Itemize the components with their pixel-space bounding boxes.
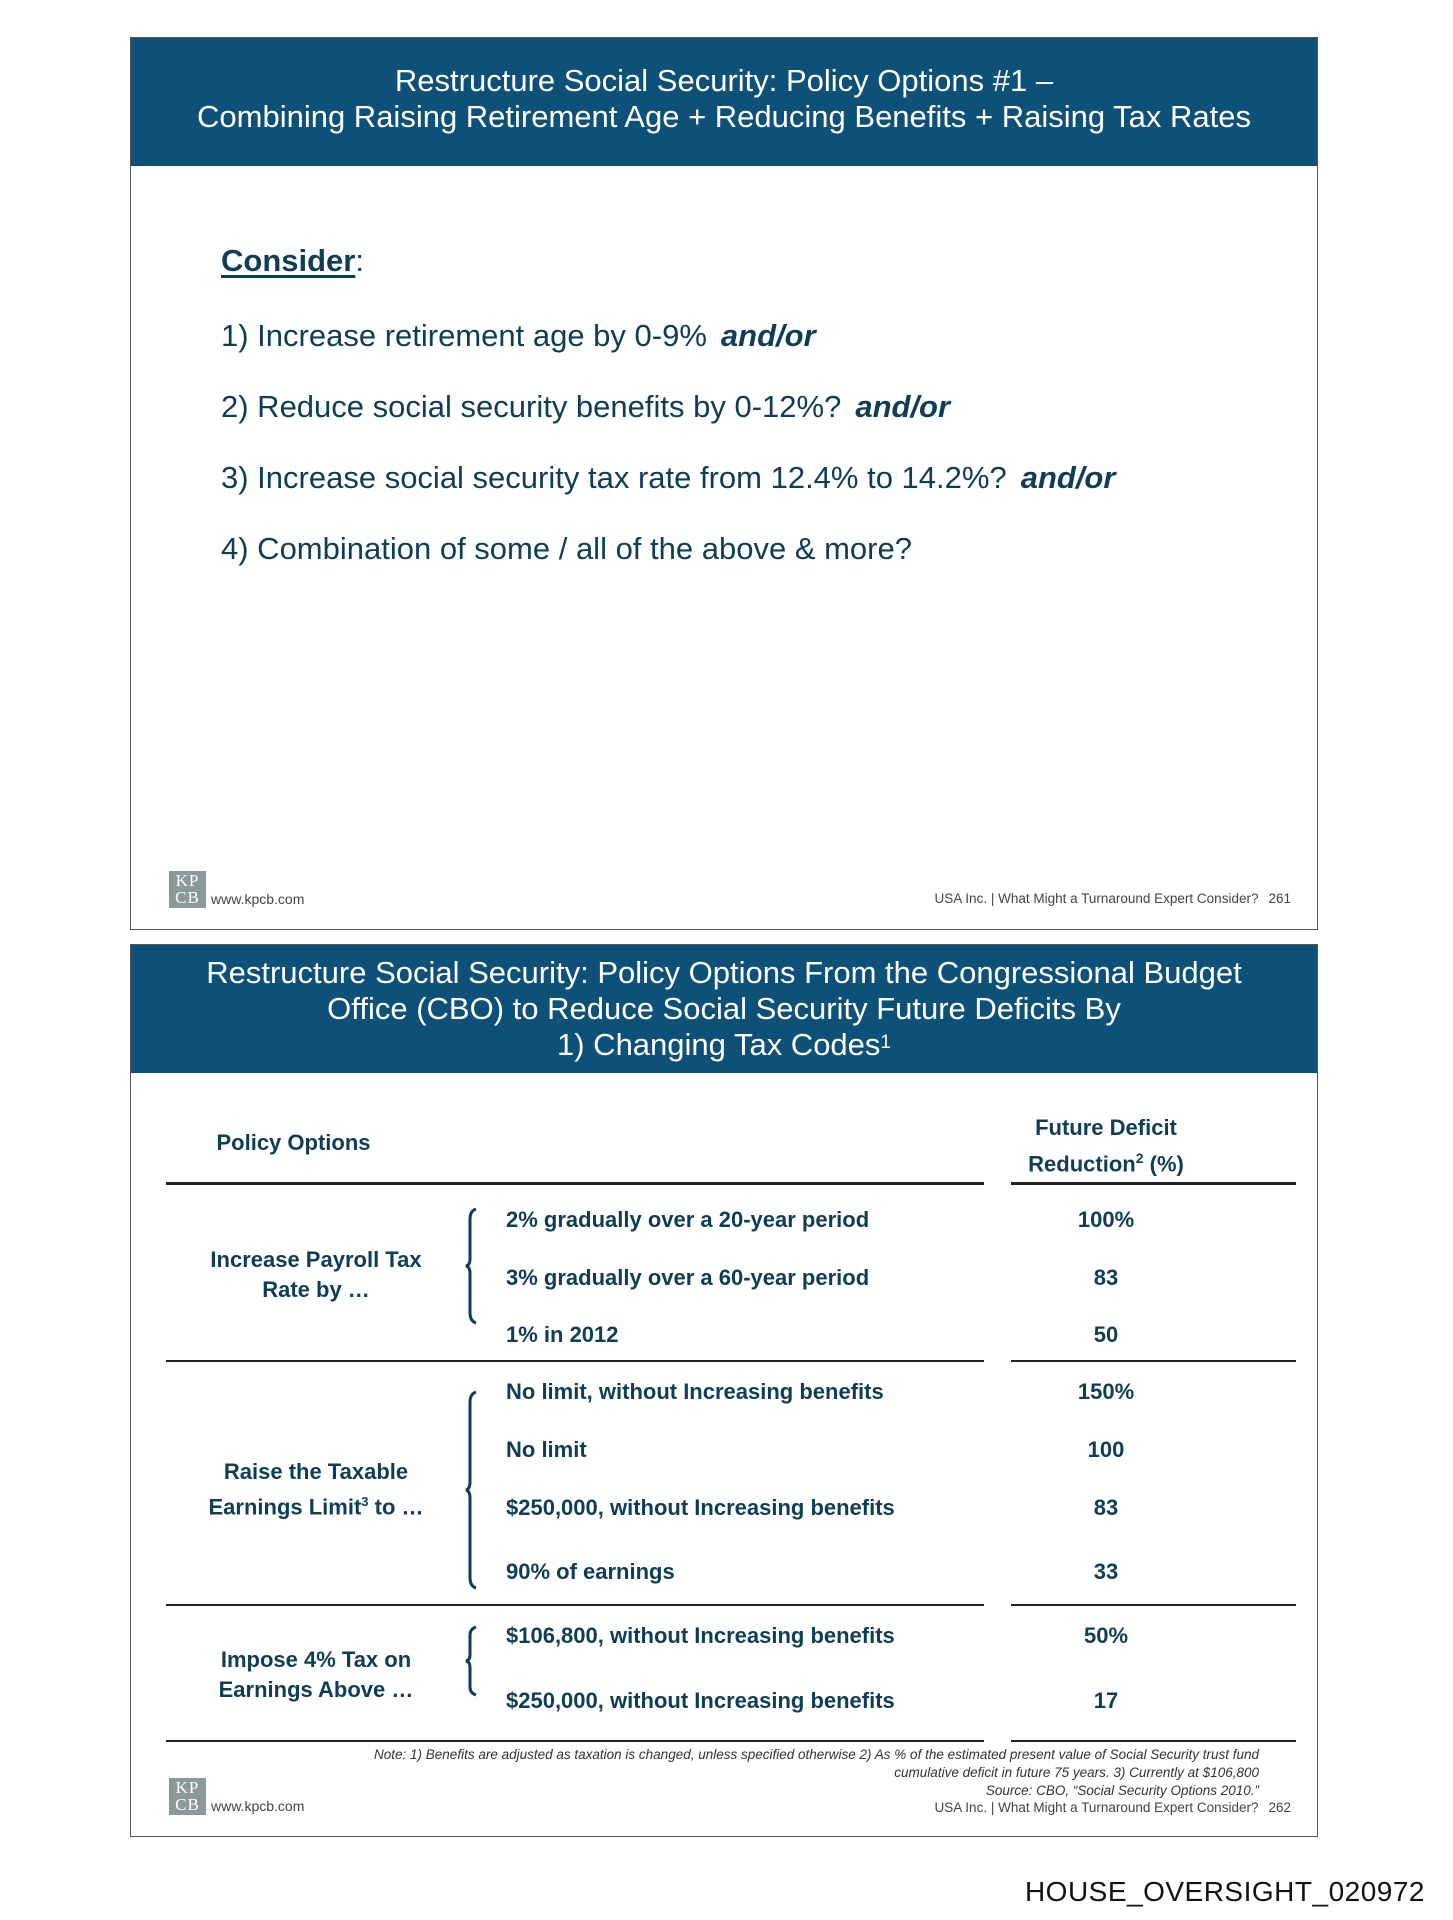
logo-text-bottom: CB — [175, 1795, 200, 1814]
table-row-value: 150% — [1077, 1379, 1135, 1404]
group-label-payroll-tax — [166, 1245, 466, 1305]
list-item-text: 3) Increase social security tax rate from 12.4% to 14.2%? — [221, 460, 1007, 495]
header-divider-right — [1011, 1182, 1296, 1185]
footnote-marker: 3 — [361, 1494, 369, 1509]
group-divider — [166, 1604, 984, 1606]
page-number: 261 — [1268, 891, 1291, 906]
slide-262 — [130, 944, 1318, 1837]
table-row-option: $106,800, without Increasing benefits — [506, 1623, 895, 1648]
list-item — [221, 389, 950, 425]
curly-brace-icon — [464, 1390, 480, 1590]
footer-caption-text: USA Inc. | What Might a Turnaround Expert Consider? — [934, 1800, 1259, 1815]
table-row-option: No limit, without Increasing benefits — [506, 1379, 884, 1404]
group-divider — [1011, 1360, 1296, 1362]
slide-261 — [130, 37, 1318, 930]
list-item — [221, 318, 816, 354]
footer-caption — [935, 1800, 1291, 1815]
group-label-line1: Increase Payroll Tax — [210, 1247, 422, 1272]
document-bates-stamp: HOUSE_OVERSIGHT_020972 — [1024, 1876, 1425, 1907]
table-row-option: 3% gradually over a 60-year period — [506, 1265, 870, 1290]
list-item-text: 4) Combination of some / all of the above & more? — [221, 531, 912, 566]
table-row-value: 83 — [1093, 1495, 1119, 1520]
table-row-option: 1% in 2012 — [506, 1322, 619, 1347]
logo-text-top: KP — [175, 871, 200, 890]
table-row-option: $250,000, without Increasing benefits — [506, 1688, 895, 1713]
kpcb-logo — [169, 1778, 206, 1815]
table-row-value: 50% — [1083, 1623, 1129, 1648]
group-label-line2-text: Earnings Limit — [208, 1494, 362, 1520]
group-label-taxable-earnings — [166, 1457, 466, 1522]
footer-url: www.kpcb.com — [211, 1798, 305, 1814]
header-divider-left — [166, 1182, 984, 1185]
consider-colon: : — [355, 243, 364, 278]
consider-heading — [221, 243, 364, 279]
slide-title-line2: Combining Raising Retirement Age + Reducing Benefits + Raising Tax Rates — [197, 99, 1251, 134]
table-row-option: No limit — [506, 1437, 587, 1462]
table-row-option: 90% of earnings — [506, 1559, 675, 1584]
group-divider — [166, 1360, 984, 1362]
footer-caption-text: USA Inc. | What Might a Turnaround Expert Consider? — [934, 891, 1259, 906]
column-header-policy-options: Policy Options — [216, 1130, 371, 1155]
table-row-value: 100 — [1087, 1437, 1125, 1462]
slide-title-line3 — [131, 1027, 1317, 1063]
footnotes — [374, 1746, 1259, 1800]
table-bottom-rule — [166, 1740, 984, 1742]
footnote-line2: cumulative deficit in future 75 years. 3) Currently at $106,800 — [894, 1765, 1259, 1780]
logo-text-bottom: CB — [175, 888, 200, 907]
curly-brace-icon — [464, 1625, 480, 1697]
footnote-marker: 1 — [880, 1032, 891, 1053]
column-header-line2 — [1006, 1143, 1206, 1179]
slide-title-banner — [131, 38, 1317, 166]
slide-title-banner — [131, 945, 1317, 1073]
list-item-conjunction: and/or — [855, 389, 951, 424]
table-row-value: 17 — [1093, 1688, 1119, 1713]
table-row-value: 83 — [1093, 1265, 1119, 1290]
slide-title-line2: Office (CBO) to Reduce Social Security Future Deficits By — [327, 991, 1121, 1026]
group-label-line1: Raise the Taxable — [223, 1459, 409, 1484]
source-citation: Source: CBO, “Social Security Options 2010.” — [985, 1783, 1259, 1798]
logo-text-top: KP — [175, 1778, 200, 1797]
column-header-deficit-reduction — [1006, 1113, 1206, 1179]
consider-label: Consider — [221, 243, 356, 278]
group-divider — [1011, 1604, 1296, 1606]
column-header-line1: Future Deficit — [1035, 1115, 1177, 1140]
table-row-option: $250,000, without Increasing benefits — [506, 1495, 895, 1520]
list-item-text: 1) Increase retirement age by 0-9% — [221, 318, 707, 353]
column-header-line2-text: Reduction — [1028, 1151, 1136, 1177]
table-row-option: 2% gradually over a 20-year period — [506, 1207, 870, 1232]
slide-title-line3-text: 1) Changing Tax Codes — [557, 1027, 881, 1062]
page-number: 262 — [1268, 1800, 1291, 1815]
list-item — [221, 531, 912, 567]
table-bottom-rule — [1011, 1740, 1296, 1742]
group-label-line2: Rate by … — [262, 1277, 370, 1302]
column-header-unit: (%) — [1143, 1151, 1184, 1177]
list-item-conjunction: and/or — [720, 318, 816, 353]
list-item-conjunction: and/or — [1020, 460, 1116, 495]
group-label-line2-suffix: to … — [368, 1494, 424, 1520]
footer-caption — [935, 891, 1291, 906]
list-item — [221, 460, 1115, 496]
footer-url: www.kpcb.com — [211, 891, 305, 907]
list-item-text: 2) Reduce social security benefits by 0-12%? — [221, 389, 842, 424]
table-row-value: 33 — [1093, 1559, 1119, 1584]
kpcb-logo — [169, 871, 206, 908]
group-label-line2: Earnings Above … — [218, 1677, 414, 1702]
slide-title-line1: Restructure Social Security: Policy Options #1 – — [394, 63, 1054, 98]
group-label-4pct-tax — [166, 1645, 466, 1705]
footnote-line1: Note: 1) Benefits are adjusted as taxation is changed, unless specified otherwise 2) As % of the estimated present value of Social Security trust fund — [374, 1747, 1259, 1762]
table-row-value: 100% — [1077, 1207, 1135, 1232]
slide-title-line1: Restructure Social Security: Policy Options From the Congressional Budget — [206, 955, 1242, 990]
group-label-line2 — [166, 1487, 466, 1522]
table-row-value: 50 — [1093, 1322, 1119, 1347]
footnote-marker: 2 — [1135, 1150, 1144, 1166]
group-label-line1: Impose 4% Tax on — [220, 1647, 412, 1672]
curly-brace-icon — [464, 1207, 480, 1325]
